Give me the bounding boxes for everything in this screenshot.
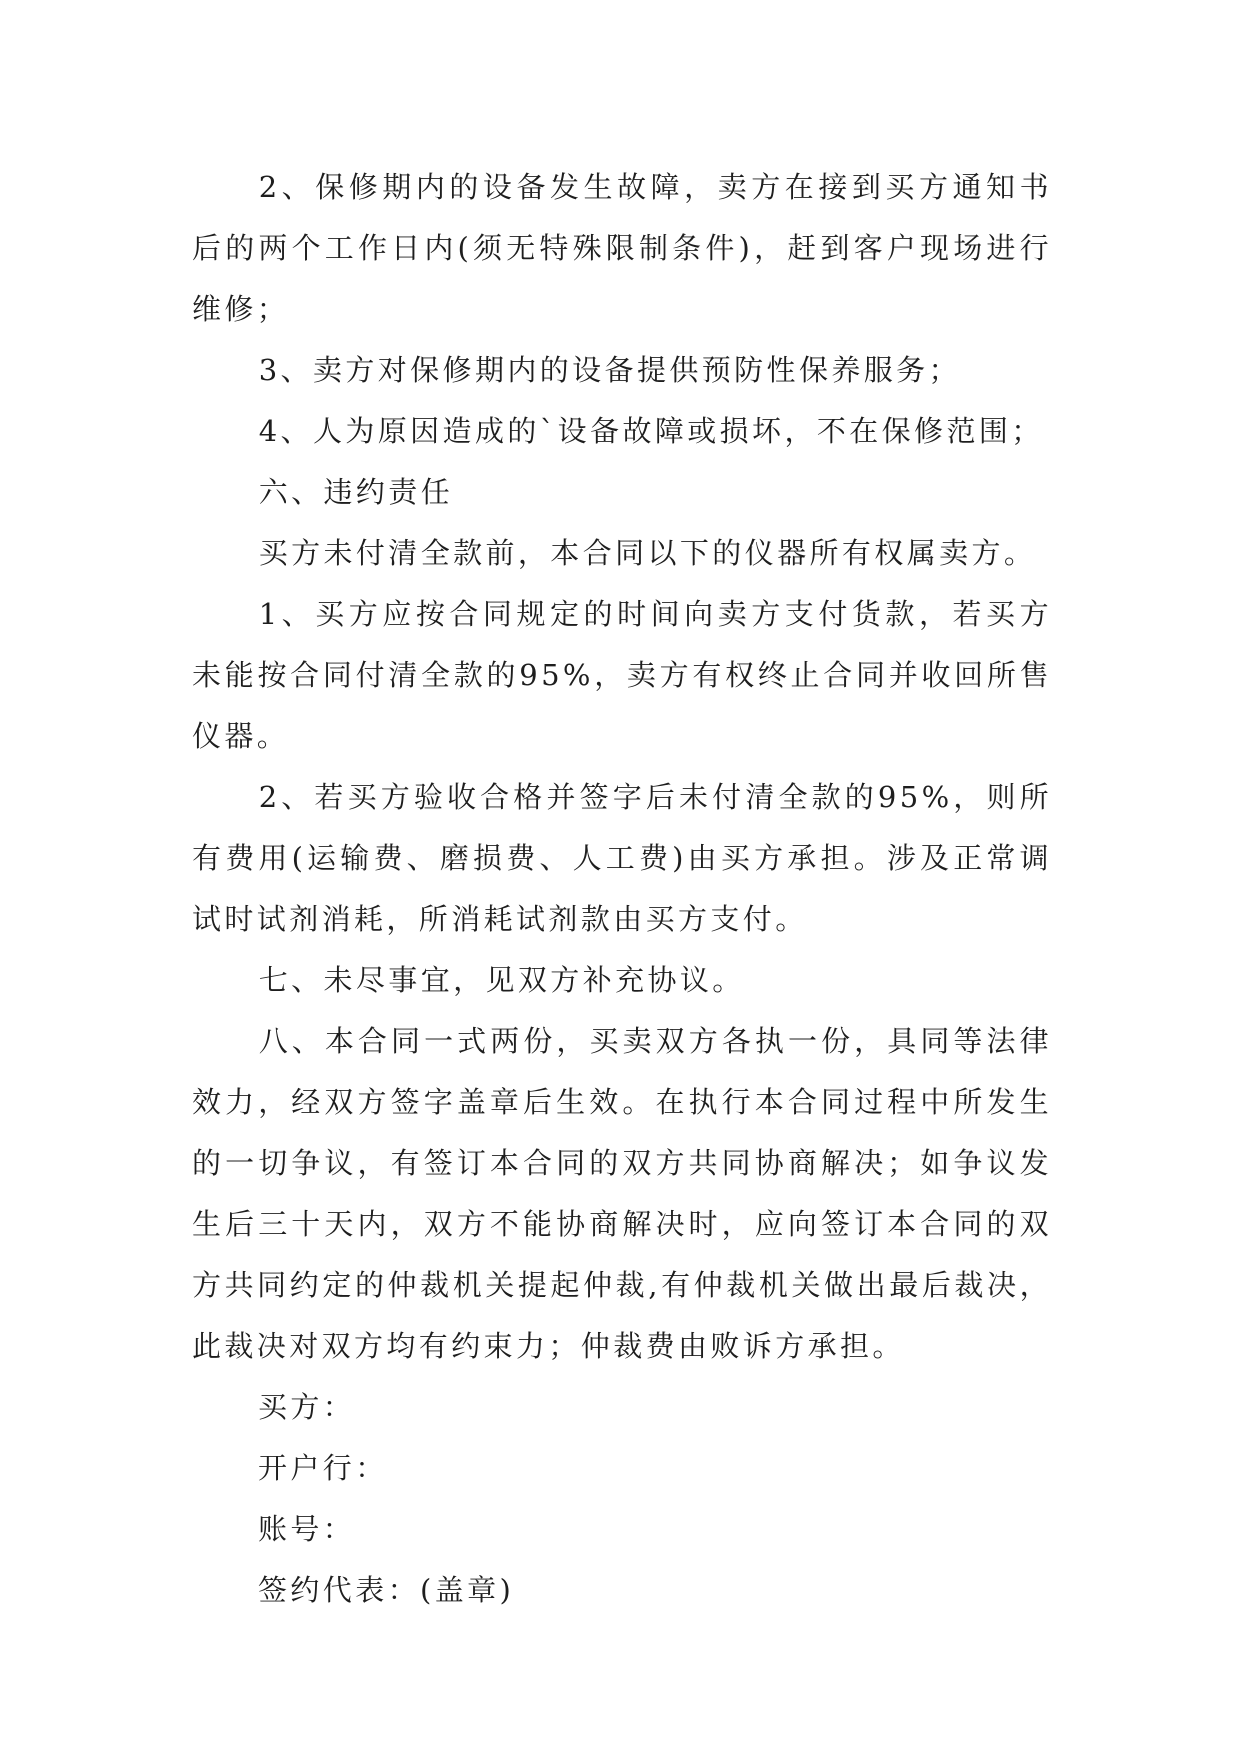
paragraph-supplementary: 七、未尽事宜，见双方补充协议。 <box>258 963 745 997</box>
signature-buyer-label: 买方： <box>258 1390 356 1424</box>
signature-account-label: 账号： <box>258 1512 356 1546</box>
paragraph-preventive-maintenance: 3、卖方对保修期内的设备提供预防性保养服务； <box>258 353 961 387</box>
paragraph-ownership: 买方未付清全款前，本合同以下的仪器所有权属卖方。 <box>258 536 1037 570</box>
signature-bank-label: 开户行： <box>258 1451 388 1485</box>
section-heading-breach: 六、违约责任 <box>258 475 454 509</box>
paragraph-copies-arbitration: 八、本合同一式两份，买卖双方各执一份，具同等法律效力，经双方签字盖章后生效。在执行本合同过程中所发生的一切争议，有签订本合同的双方共同协商解决；如争议发生后三十天内，双方不能协商解决时，应向签订本合同的双方共同约定的仲裁机关提起仲裁,有仲裁机关做出最后裁决，此裁决对双方均有约束力；仲裁费由败诉方承担。 <box>192 1024 1052 1363</box>
paragraph-human-damage: 4、人为原因造成的`设备故障或损坏，不在保修范围； <box>258 414 1044 448</box>
paragraph-payment-terms: 1、买方应按合同规定的时间向卖方支付货款，若买方未能按合同付清全款的95%，卖方有权终止合同并收回所售仪器。 <box>192 597 1052 753</box>
signature-representative-label: 签约代表：(盖章) <box>258 1573 515 1607</box>
paragraph-cost-bearing: 2、若买方验收合格并签字后未付清全款的95%，则所有费用(运输费、磨损费、人工费)由买方承担。涉及正常调试时试剂消耗，所消耗试剂款由买方支付。 <box>192 780 1052 936</box>
paragraph-warranty-repair: 2、保修期内的设备发生故障，卖方在接到买方通知书后的两个工作日内(须无特殊限制条件)，赶到客户现场进行维修； <box>192 170 1052 326</box>
document-body <box>192 157 1052 1621</box>
